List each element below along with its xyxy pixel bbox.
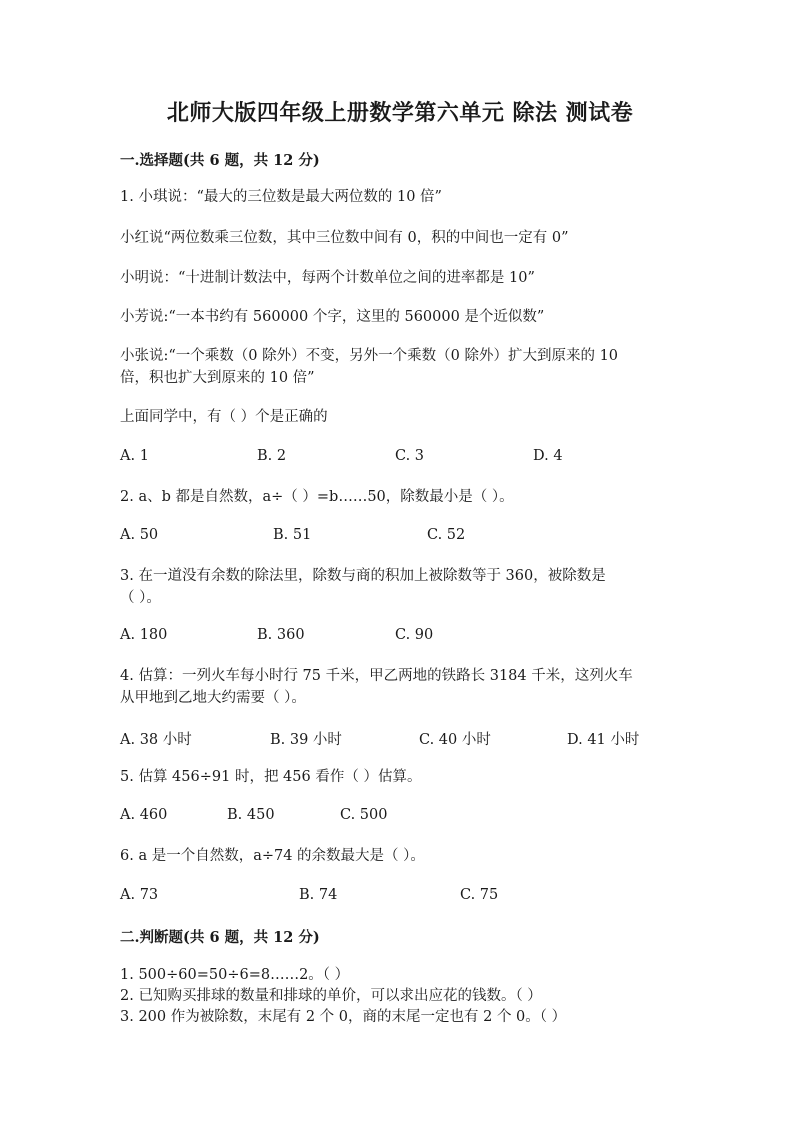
question-6-options (120, 887, 680, 908)
option-b[interactable]: B. 51 (273, 527, 312, 543)
question-3-options (120, 627, 680, 648)
section-heading-true-false: 二.判断题(共 6 题，共 12 分) (120, 929, 320, 946)
question-4-options (120, 728, 680, 749)
question-3-stem-a: 3. 在一道没有余数的除法里，除数与商的积加上被除数等于 360，被除数是 (120, 568, 606, 584)
question-4-stem-a: 4. 估算：一列火车每小时行 75 千米，甲乙两地的铁路长 3184 千米，这列火车 (120, 668, 633, 684)
question-1-statement-xiaohong: 小红说“两位数乘三位数，其中三位数中间有 0，积的中间也一定有 0” (120, 230, 569, 246)
option-a[interactable]: A. 460 (120, 807, 168, 823)
question-3-stem-b: （ ）。 (120, 590, 161, 606)
option-c[interactable]: C. 500 (340, 807, 388, 823)
question-1-statement-xiaozhang-b: 倍，积也扩大到原来的 10 倍” (120, 370, 315, 386)
option-a[interactable]: A. 50 (120, 527, 159, 543)
question-1-statement-xiaofang: 小芳说:“一本书约有 560000 个字，这里的 560000 是个近似数” (120, 309, 545, 325)
option-d[interactable]: D. 4 (533, 448, 563, 464)
question-1-statement-xiaoming: 小明说：“十进制计数法中，每两个计数单位之间的进率都是 10” (120, 270, 535, 286)
option-c[interactable]: C. 40 小时 (419, 732, 491, 748)
question-2-stem: 2. a、b 都是自然数，a÷（ ）=b……50，除数最小是（ ）。 (120, 489, 514, 505)
question-6-stem: 6. a 是一个自然数，a÷74 的余数最大是（ ）。 (120, 848, 425, 864)
option-c[interactable]: C. 3 (395, 448, 425, 464)
option-a[interactable]: A. 1 (120, 448, 149, 464)
option-c[interactable]: C. 75 (460, 887, 499, 903)
judgement-item-2: 2. 已知购买排球的数量和排球的单价，可以求出应花的钱数。（ ） (120, 988, 542, 1004)
page-title: 北师大版四年级上册数学第六单元 除法 测试卷 (166, 100, 634, 126)
question-1-stem: 1. 小琪说：“最大的三位数是最大两位数的 10 倍” (120, 189, 442, 205)
option-b[interactable]: B. 2 (257, 448, 287, 464)
option-b[interactable]: B. 450 (227, 807, 275, 823)
option-c[interactable]: C. 52 (427, 527, 466, 543)
section-heading-multiple-choice: 一.选择题(共 6 题，共 12 分) (120, 152, 320, 169)
option-b[interactable]: B. 360 (257, 627, 305, 643)
question-1-statement-xiaozhang-a: 小张说:“一个乘数（0 除外）不变，另外一个乘数（0 除外）扩大到原来的 10 (120, 348, 619, 364)
question-4-stem-b: 从甲地到乙地大约需要（ ）。 (120, 690, 306, 706)
question-2-options (120, 527, 680, 548)
option-b[interactable]: B. 39 小时 (270, 732, 342, 748)
option-d[interactable]: D. 41 小时 (567, 732, 640, 748)
option-a[interactable]: A. 180 (120, 627, 168, 643)
question-5-stem: 5. 估算 456÷91 时，把 456 看作（ ）估算。 (120, 769, 422, 785)
option-b[interactable]: B. 74 (299, 887, 338, 903)
option-c[interactable]: C. 90 (395, 627, 434, 643)
judgement-item-1: 1. 500÷60=50÷6=8……2。（ ） (120, 967, 350, 983)
question-1-options (120, 448, 680, 469)
question-5-options (120, 807, 680, 828)
question-1-prompt: 上面同学中，有（ ）个是正确的 (120, 409, 328, 425)
option-a[interactable]: A. 38 小时 (120, 732, 192, 748)
option-a[interactable]: A. 73 (120, 887, 159, 903)
judgement-item-3: 3. 200 作为被除数，末尾有 2 个 0，商的末尾一定也有 2 个 0。（ ） (120, 1009, 567, 1025)
